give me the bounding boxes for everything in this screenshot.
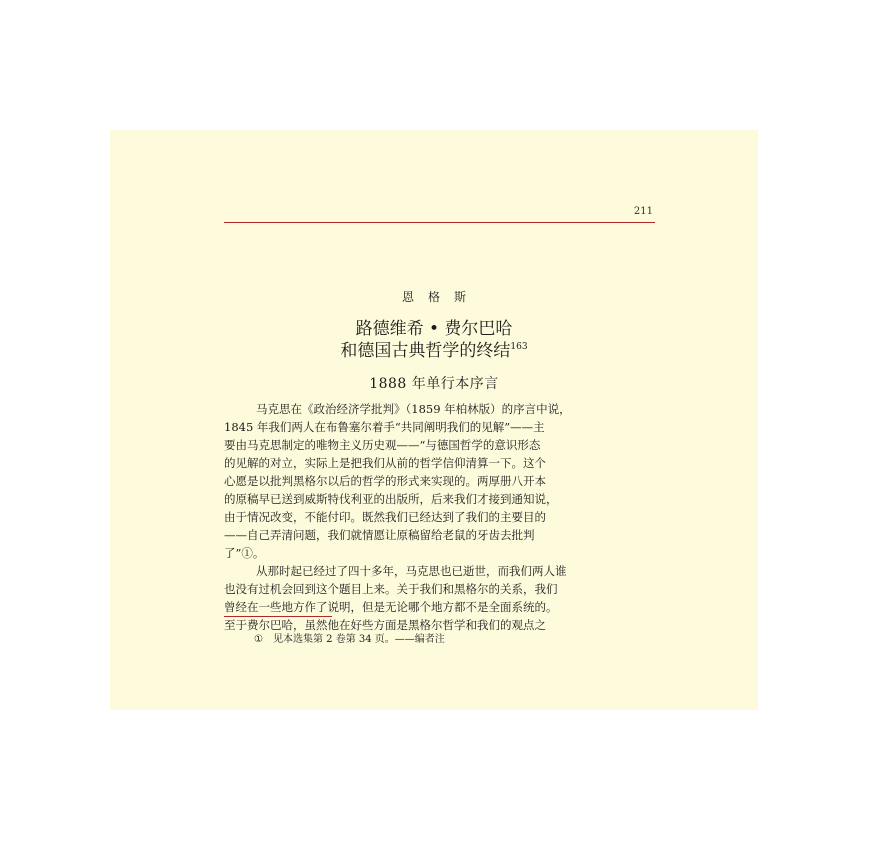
footnote	[254, 630, 445, 645]
body-text	[224, 400, 655, 634]
book-page	[110, 130, 758, 710]
footnote-rule	[224, 616, 332, 617]
title-line-1: 路德维希 • 费尔巴哈	[355, 319, 513, 339]
title-note-ref: 163	[510, 342, 528, 352]
section-subtitle: 1888 年单行本序言	[369, 376, 499, 392]
body-line: 曾经在一些地方作了说明，但是无论哪个地方都不是全面系统的。	[224, 600, 558, 614]
body-line: 了”①。	[224, 546, 265, 560]
page-number: 211	[633, 206, 653, 217]
body-line: 要由马克思制定的唯物主义历史观——“与德国哲学的意识形态	[224, 438, 541, 452]
body-line: 至于费尔巴哈，虽然他在好些方面是黑格尔哲学和我们的观点之	[224, 618, 546, 632]
header-rule	[224, 222, 655, 223]
author-name: 恩格斯	[401, 290, 480, 304]
footnote-text: 见本选集第 2 卷第 34 页。——编者注	[272, 634, 445, 645]
title-line-2	[110, 340, 758, 362]
body-line: 的原稿早已送到威斯特伐利亚的出版所，后来我们才接到通知说，	[224, 492, 558, 506]
body-line: 马克思在《政治经济学批判》（1859 年柏林版）的序言中说，	[256, 402, 571, 416]
body-line: 由于情况改变，不能付印。既然我们已经达到了我们的主要目的	[224, 510, 546, 524]
body-line: 的见解的对立，实际上是把我们从前的哲学信仰清算一下。这个	[224, 456, 546, 470]
body-line: 也没有过机会回到这个题目上来。关于我们和黑格尔的关系，我们	[224, 582, 558, 596]
body-line: 心愿是以批判黑格尔以后的哲学的形式来实现的。两厚册八开本	[224, 474, 546, 488]
body-line: 从那时起已经过了四十多年，马克思也已逝世，而我们两人谁	[256, 564, 567, 578]
body-line: 1845 年我们两人在布鲁塞尔着手“共同阐明我们的见解”——主	[224, 420, 545, 434]
footnote-mark: ①	[254, 634, 263, 645]
title-line-2-text: 和德国古典哲学的终结	[340, 341, 511, 361]
body-line: ——自己弄清问题，我们就情愿让原稿留给老鼠的牙齿去批判	[224, 528, 535, 542]
